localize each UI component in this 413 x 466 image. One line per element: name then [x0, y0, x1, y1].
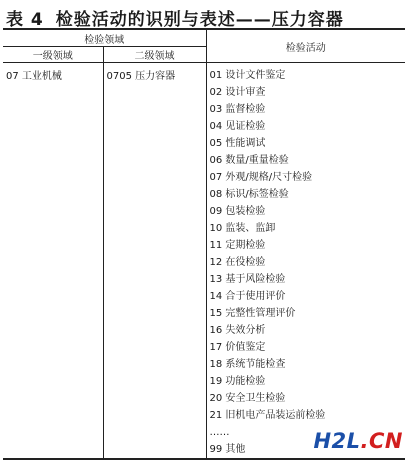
list-item: 07 外观/规格/尺寸检验: [209, 172, 313, 183]
site-watermark: [313, 429, 403, 453]
activity-cell: [206, 63, 405, 460]
level2-cell: [103, 63, 206, 460]
table-title: [6, 5, 344, 30]
list-item: 03 监督检验: [209, 104, 266, 115]
list-item: 99 其他: [209, 444, 246, 455]
list-item: 15 完整性管理评价: [209, 308, 296, 319]
list-item: 02 设计审查: [209, 87, 266, 98]
list-item: 20 安全卫生检验: [209, 393, 286, 404]
list-item: 13 基于风险检验: [209, 274, 286, 285]
list-item: 10 监装、监卸: [209, 223, 276, 234]
list-item: 04 见证检验: [209, 121, 266, 132]
table-number: 表 4: [6, 10, 44, 30]
activity-list: [210, 67, 406, 458]
list-item: 17 价值鉴定: [209, 342, 266, 353]
header-level1: 一级领域: [3, 47, 103, 63]
list-item: 19 功能检验: [209, 376, 266, 387]
list-item: 14 合于使用评价: [209, 291, 286, 302]
list-item: 05 性能调试: [209, 138, 266, 149]
list-item: 01 设计文件鉴定: [209, 70, 286, 81]
watermark-dot: .: [360, 429, 369, 453]
list-item: 09 包装检验: [209, 206, 266, 217]
level1-value: 07 工业机械: [6, 71, 62, 82]
list-item: 12 在役检验: [209, 257, 266, 268]
header-activity: 检验活动: [206, 29, 405, 63]
list-item: 16 失效分析: [209, 325, 266, 336]
list-item: 08 标识/标签检验: [209, 189, 289, 200]
header-domain-group: 检验领域: [3, 29, 206, 47]
list-item: 18 系统节能检查: [209, 359, 286, 370]
watermark-part1: H2L: [313, 429, 361, 453]
list-item: 11 定期检验: [209, 240, 266, 251]
list-item: ……: [209, 427, 230, 438]
level2-value: 0705 压力容器: [106, 71, 176, 82]
watermark-part2: CN: [369, 429, 403, 453]
table-caption: 检验活动的识别与表述——压力容器: [55, 10, 344, 30]
header-level2: 二级领域: [103, 47, 206, 63]
list-item: 21 旧机电产品装运前检验: [209, 410, 326, 421]
list-item: 06 数量/重量检验: [209, 155, 289, 166]
level1-cell: [3, 63, 103, 460]
inspection-table: [3, 28, 405, 460]
